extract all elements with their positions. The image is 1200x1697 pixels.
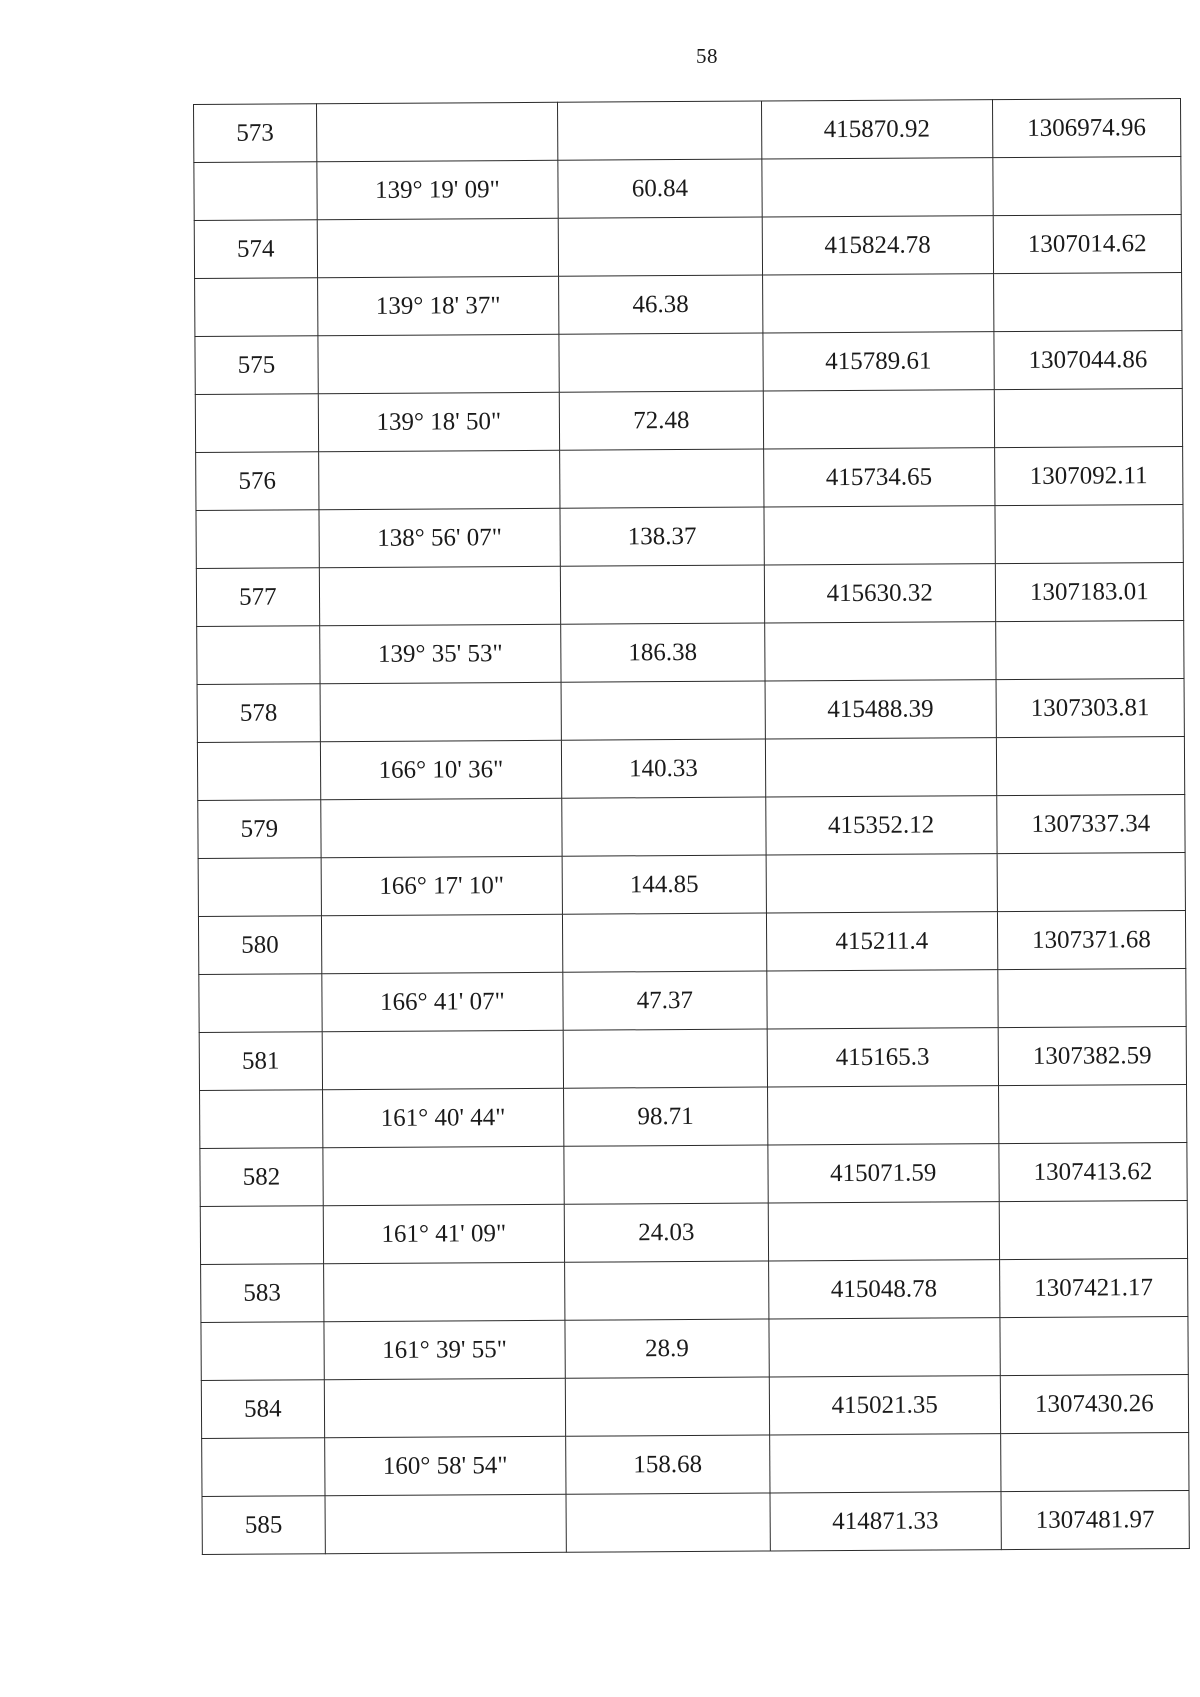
- bearing-cell: 138° 56' 07": [319, 508, 561, 567]
- distance-cell: 144.85: [562, 855, 766, 914]
- northing-cell: 415488.39: [765, 680, 996, 739]
- station-cell: 576: [196, 452, 319, 511]
- table-row: [198, 852, 1185, 916]
- distance-cell: [558, 217, 762, 276]
- page-number: 58: [696, 44, 718, 68]
- bearing-cell: [324, 1378, 566, 1437]
- table-row: [200, 1200, 1187, 1264]
- station-cell: 573: [194, 104, 317, 163]
- bearing-cell: 166° 17' 10": [321, 856, 563, 915]
- table-row: [194, 98, 1181, 162]
- northing-cell: [761, 158, 992, 217]
- table-row: [198, 910, 1185, 974]
- station-cell: 583: [201, 1264, 324, 1323]
- easting-cell: [994, 388, 1183, 447]
- bearing-cell: 161° 40' 44": [322, 1088, 564, 1147]
- easting-cell: 1307014.62: [993, 214, 1182, 273]
- bearing-cell: [321, 914, 563, 973]
- distance-cell: [563, 1029, 767, 1088]
- easting-cell: [996, 736, 1185, 795]
- station-cell: [200, 1090, 323, 1149]
- distance-cell: 24.03: [564, 1203, 768, 1262]
- northing-cell: 415071.59: [768, 1144, 999, 1203]
- distance-cell: 98.71: [564, 1087, 768, 1146]
- station-cell: [194, 162, 317, 221]
- table-row: [196, 562, 1183, 626]
- easting-cell: 1306974.96: [992, 98, 1181, 157]
- easting-cell: [1000, 1316, 1189, 1375]
- table-row: [201, 1374, 1188, 1438]
- station-cell: [198, 858, 321, 917]
- easting-cell: 1307303.81: [996, 678, 1185, 737]
- northing-cell: 415630.32: [764, 564, 995, 623]
- easting-cell: 1307481.97: [1001, 1490, 1190, 1549]
- easting-cell: 1307337.34: [997, 794, 1186, 853]
- table-row: [194, 214, 1181, 278]
- table-row: [196, 446, 1183, 510]
- easting-cell: 1307371.68: [997, 910, 1186, 969]
- distance-cell: [566, 1493, 770, 1552]
- station-cell: [196, 510, 319, 569]
- northing-cell: 415824.78: [762, 216, 993, 275]
- station-cell: [202, 1438, 325, 1497]
- bearing-cell: [319, 566, 561, 625]
- easting-cell: [993, 156, 1182, 215]
- easting-cell: 1307413.62: [999, 1142, 1188, 1201]
- station-cell: 584: [201, 1380, 324, 1439]
- bearing-cell: 166° 41' 07": [322, 972, 564, 1031]
- station-cell: 582: [200, 1148, 323, 1207]
- station-cell: 577: [196, 568, 319, 627]
- northing-cell: [765, 738, 996, 797]
- easting-cell: [997, 852, 1186, 911]
- bearing-cell: 161° 39' 55": [324, 1320, 566, 1379]
- bearing-cell: [316, 102, 558, 161]
- distance-cell: [562, 797, 766, 856]
- easting-cell: 1307092.11: [994, 446, 1183, 505]
- station-cell: [201, 1322, 324, 1381]
- bearing-cell: [325, 1494, 567, 1553]
- table-row: [202, 1432, 1189, 1496]
- distance-cell: 72.48: [559, 391, 763, 450]
- station-cell: [195, 394, 318, 453]
- table-row: [200, 1142, 1187, 1206]
- easting-cell: 1307382.59: [998, 1026, 1187, 1085]
- station-cell: [197, 626, 320, 685]
- coordinate-table: [193, 98, 1190, 1555]
- northing-cell: [764, 506, 995, 565]
- northing-cell: [764, 622, 995, 681]
- distance-cell: [565, 1377, 769, 1436]
- bearing-cell: 139° 35' 53": [319, 624, 561, 683]
- distance-cell: 186.38: [561, 623, 765, 682]
- bearing-cell: 139° 18' 50": [318, 392, 560, 451]
- table-row: [202, 1490, 1189, 1554]
- bearing-cell: [323, 1146, 565, 1205]
- distance-cell: [560, 565, 764, 624]
- bearing-cell: 139° 18' 37": [317, 276, 559, 335]
- table-body: [194, 98, 1190, 1554]
- northing-cell: 415870.92: [761, 100, 992, 159]
- distance-cell: [558, 101, 762, 160]
- northing-cell: 415211.4: [766, 912, 997, 971]
- easting-cell: 1307183.01: [995, 562, 1184, 621]
- northing-cell: 415734.65: [763, 448, 994, 507]
- station-cell: [197, 742, 320, 801]
- easting-cell: [999, 1200, 1188, 1259]
- table-row: [195, 272, 1182, 336]
- table-row: [195, 388, 1182, 452]
- northing-cell: [762, 274, 993, 333]
- northing-cell: [769, 1434, 1000, 1493]
- bearing-cell: [320, 682, 562, 741]
- table-row: [198, 794, 1185, 858]
- table-row: [197, 678, 1184, 742]
- northing-cell: [769, 1318, 1000, 1377]
- distance-cell: [565, 1261, 769, 1320]
- bearing-cell: [318, 450, 560, 509]
- bearing-cell: [322, 1030, 564, 1089]
- distance-cell: [560, 449, 764, 508]
- easting-cell: 1307421.17: [999, 1258, 1188, 1317]
- distance-cell: 47.37: [563, 971, 767, 1030]
- table-row: [199, 968, 1186, 1032]
- northing-cell: [768, 1202, 999, 1261]
- distance-cell: 140.33: [562, 739, 766, 798]
- station-cell: 574: [194, 220, 317, 279]
- station-cell: 575: [195, 336, 318, 395]
- station-cell: 581: [199, 1032, 322, 1091]
- easting-cell: [995, 504, 1184, 563]
- bearing-cell: 166° 10' 36": [320, 740, 562, 799]
- northing-cell: [763, 390, 994, 449]
- bearing-cell: 160° 58' 54": [324, 1436, 566, 1495]
- easting-cell: 1307430.26: [1000, 1374, 1189, 1433]
- easting-cell: [995, 620, 1184, 679]
- northing-cell: 415789.61: [763, 332, 994, 391]
- distance-cell: 158.68: [566, 1435, 770, 1494]
- easting-cell: [1000, 1432, 1189, 1491]
- northing-cell: [767, 1086, 998, 1145]
- table-row: [197, 736, 1184, 800]
- table-row: [194, 156, 1181, 220]
- table-row: [196, 504, 1183, 568]
- station-cell: 579: [198, 800, 321, 859]
- station-cell: [200, 1206, 323, 1265]
- northing-cell: [766, 854, 997, 913]
- distance-cell: 60.84: [558, 159, 762, 218]
- northing-cell: 415165.3: [767, 1028, 998, 1087]
- station-cell: [195, 278, 318, 337]
- table-row: [195, 330, 1182, 394]
- northing-cell: 415048.78: [768, 1260, 999, 1319]
- distance-cell: [561, 681, 765, 740]
- station-cell: [199, 974, 322, 1033]
- bearing-cell: [318, 334, 560, 393]
- table-row: [200, 1084, 1187, 1148]
- distance-cell: 138.37: [560, 507, 764, 566]
- station-cell: 578: [197, 684, 320, 743]
- bearing-cell: [323, 1262, 565, 1321]
- distance-cell: 46.38: [559, 275, 763, 334]
- table-row: [201, 1258, 1188, 1322]
- bearing-cell: [317, 218, 559, 277]
- bearing-cell: [320, 798, 562, 857]
- distance-cell: [564, 1145, 768, 1204]
- easting-cell: [998, 1084, 1187, 1143]
- northing-cell: 415021.35: [769, 1376, 1000, 1435]
- distance-cell: [559, 333, 763, 392]
- northing-cell: [766, 970, 997, 1029]
- distance-cell: 28.9: [565, 1319, 769, 1378]
- distance-cell: [563, 913, 767, 972]
- table-row: [197, 620, 1184, 684]
- station-cell: 585: [202, 1496, 325, 1555]
- easting-cell: 1307044.86: [994, 330, 1183, 389]
- table-row: [201, 1316, 1188, 1380]
- bearing-cell: 139° 19' 09": [317, 160, 559, 219]
- northing-cell: 414871.33: [770, 1492, 1001, 1551]
- table-row: [199, 1026, 1186, 1090]
- easting-cell: [998, 968, 1187, 1027]
- easting-cell: [993, 272, 1182, 331]
- station-cell: 580: [198, 916, 321, 975]
- northing-cell: 415352.12: [765, 796, 996, 855]
- bearing-cell: 161° 41' 09": [323, 1204, 565, 1263]
